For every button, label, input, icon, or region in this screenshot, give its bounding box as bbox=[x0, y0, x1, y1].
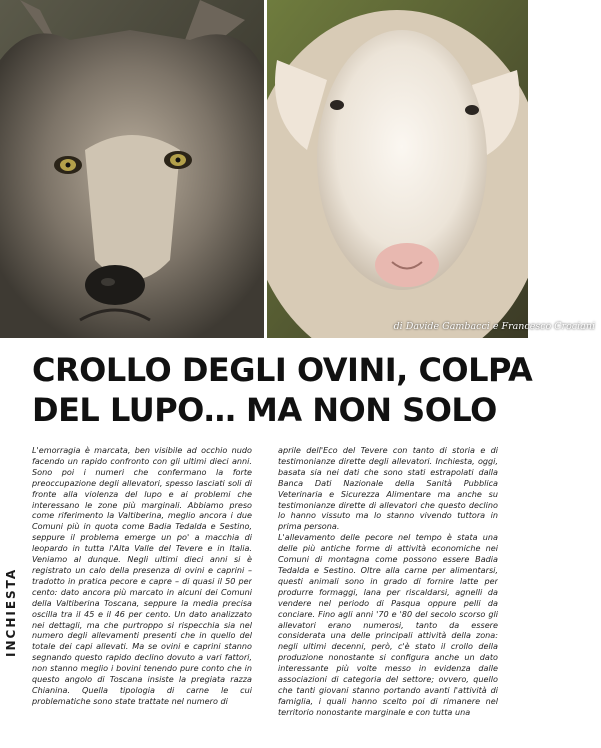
paragraph: L'emorragia è marcata, ben visibile ad occhio nudo facendo un rapido confronto con gli ultimi dieci anni. Sono poi i numeri che confermano la forte preoccupazione degli allevatori, spesso lasciati soli di fronte alla violenza del lupo e ai problemi che interessano le zone più marginali. Abbiamo preso come riferimento la Valtiberina, meglio ancora i due Comuni più in quota come Badia Tedalda e Sestino, seppure il problema emerge un po' a macchia di leopardo in tutta l'Alta Valle del Tevere e in Italia. Veniamo al dunque. Negli ultimi dieci anni si è registrato un calo della presenza di ovini e caprini – tradotto in pratica pecore e capre – di quasi il 50 per cento: dato ancora più marcato in alcuni dei Comuni della Valtiberina Toscana, seppure la media precisa oscilla tra il 45 e il 46 per cento. Un dato analizzato nei dettagli, ma che purtroppo si rispecchia sia nel numero degli allevamenti presenti che in quello del totale dei capi allevati. Ma se ovini e caprini stanno segnando questo rapido declino dovuto a vari fattori, non stanno meglio i bovini tenendo pure conto che in questo angolo di Toscana insiste la pregiata razza Chianina. Quella tipologia di carne le cui problematiche sono state trattate nel numero di bbox=[32, 445, 252, 706]
headline-line-2: DEL LUPO… MA NON SOLO bbox=[32, 391, 497, 429]
article-headline bbox=[32, 350, 533, 430]
headline-line-1: CROLLO DEGLI OVINI, COLPA bbox=[32, 351, 533, 389]
photo-credit: di Davide Gambacci e Francesco Crociani bbox=[393, 321, 595, 332]
wolf-image bbox=[0, 0, 264, 338]
section-label: INCHIESTA bbox=[4, 567, 18, 657]
body-column-left bbox=[32, 445, 252, 745]
sheep-image bbox=[267, 0, 528, 338]
sheep-photo bbox=[267, 0, 528, 338]
body-column-right bbox=[278, 445, 498, 745]
paragraph: aprile dell'Eco del Tevere con tanto di storia e di testimonianze dirette degli allevatori. Inchiesta, oggi, basata sia nei dati che sono stati estrapolati dalla Banca Dati Nazionale della Sanità Pubblica Veterinaria e Sicurezza Alimentare ma anche su testimonianze dirette di allevatori che questo declino lo hanno vissuto ma lo stanno vivendo tuttora in prima persona. bbox=[278, 445, 498, 532]
wolf-photo bbox=[0, 0, 264, 338]
paragraph: L'allevamento delle pecore nel tempo è stata una delle più antiche forme di attività economiche nei Comuni di montagna come possono essere Badia Tedalda e Sestino. Oltre alla carne per alimentarsi, questi animali sono in grado di fornire latte per produrre formaggi, lana per riscaldarsi, agnelli da vendere nel periodo di Pasqua oppure pelli da conciare. Fino agli anni '70 e '80 del secolo scorso gli allevatori erano numerosi, tanto da essere considerata una delle principali attività della zona: negli ultimi decenni, però, c'è stato il crollo della produzione nonostante si configura anche un dato interessante più volte messo in evidenza dalle associazioni di categoria del settore; ovvero, quello che tanti giovani stanno portando avanti l'attività di famiglia, i quali hanno scelto poi di rimanere nel territorio nonostante marginale e con tutta una bbox=[278, 532, 498, 717]
header-photos bbox=[0, 0, 601, 338]
